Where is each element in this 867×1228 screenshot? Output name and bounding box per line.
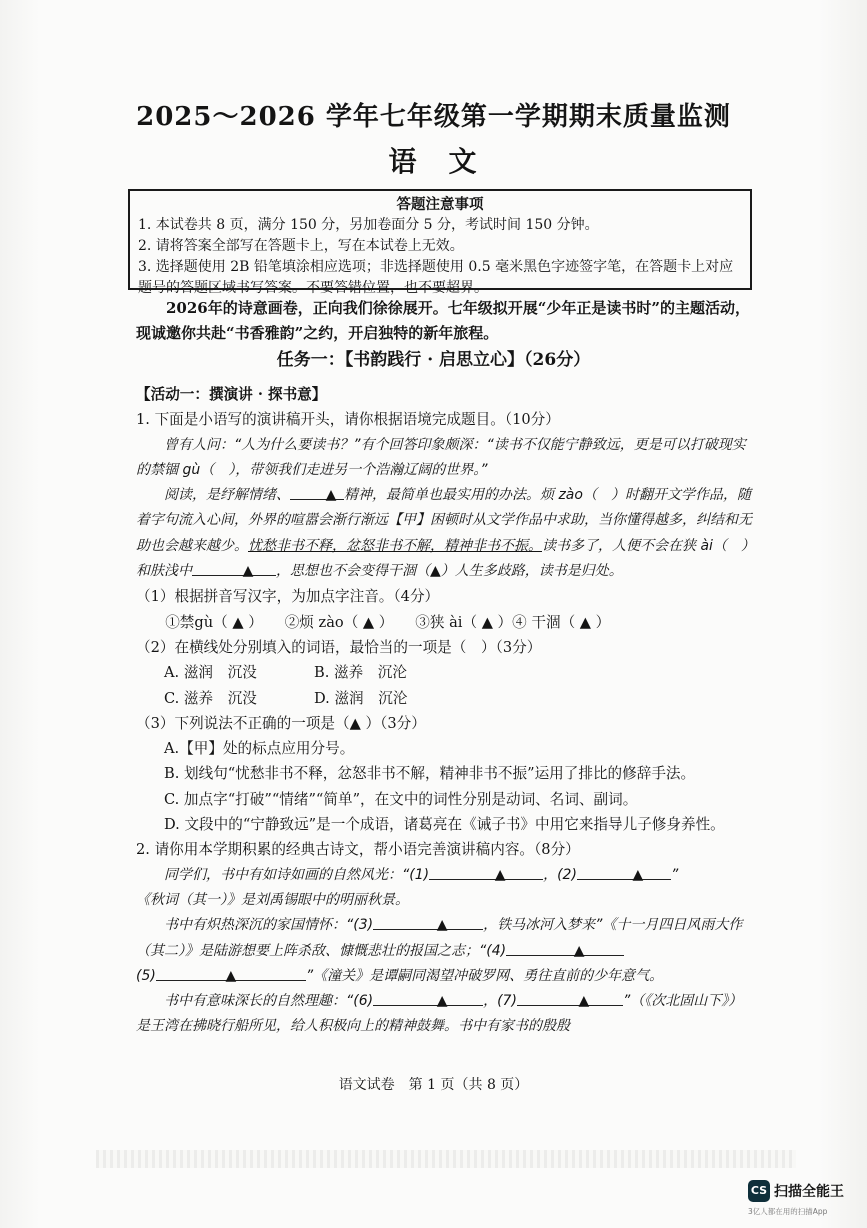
page-footer: 语文试卷 第 1 页（共 8 页） [338,1077,529,1093]
q2-line [136,863,752,888]
q1-sub1: （1）根据拼音写汉字，为加点字注音。（4分） [136,588,440,606]
q2-text: ，(2) [543,866,577,883]
option-b: B. 划线句“忧愁非书不释，忿怒非书不解，精神非书不振”运用了排比的修辞手法。 [164,765,696,783]
q2-text: (5) [136,967,156,984]
q2-text: 同学们，书中有如诗如画的自然风光：“(1) [164,866,430,883]
task-title: 任务一：【书韵践行 · 启思立心】（26分） [276,350,591,370]
notice-item: 2. 请将答案全部写在答题卡上，写在本试卷上无效。 [138,238,464,254]
blank-mark: ▲ [436,917,448,934]
q2-text: ，铁马冰河入梦来”《十一月四日风雨大作（其二）》是陆游想要上阵杀敌、慷慨悲壮的报国之志；“(4) [136,917,743,959]
q1-paragraph-2 [136,483,752,584]
blank-mark: ▲ [242,563,254,580]
q2-text: 书中有意味深长的自然理趣：“(6) [164,993,374,1010]
blank-mark: ▲ [494,866,506,883]
answer-blank [577,863,671,883]
answer-blank [517,989,623,1010]
notice-item: 3. 选择题使用 2B 铅笔填涂相应选项；非选择题使用 0.5 毫米黑色字迹签字笔，在答题卡上对应题号的答题区域书写答案。不要答错位置，也不要超界。 [138,259,734,296]
q1-sub3: （3）下列说法不正确的一项是（▲ ）（3分） [136,714,426,732]
blank-mark: ▲ [225,967,237,984]
answer-blank [290,483,344,504]
scan-noise [96,1150,796,1168]
q1-sub1-options: ①禁gù（ ▲ ） ②烦 zào（ ▲ ） ③狭 ài（ ▲ ）④ 干涸（ ▲ ） [165,613,611,631]
option-c: C. 加点字“打破”“情绪”“简单”，在文中的词性分别是动词、名词、副词。 [164,790,638,808]
answer-blank [373,989,483,1010]
option-d: D. 文段中的“宁静致远”是一个成语，诸葛亮在《诫子书》中用它来指导儿子修身养性。 [164,816,725,834]
blank-mark: ▲ [436,993,448,1010]
camscanner-logo-icon: CS [748,1180,770,1202]
exam-title: 2025～2026 学年七年级第一学期期末质量监测 [136,102,731,132]
q1-sub2: （2）在横线处分别填入的词语，最恰当的一项是（ ）（3分） [136,638,542,656]
q2-text: ”（《次北固山下》）是王湾在拂晓行船所见，给人积极向上的精神鼓舞。书中有家书的殷殷 [136,993,743,1035]
blank-mark: ▲ [632,866,644,883]
watermark-name: 扫描全能王 [774,1184,844,1200]
blank-mark: ▲ [325,487,337,504]
q2-text: ，(7) [483,993,517,1010]
exam-subject: 语 文 [388,145,479,178]
q1-text: 精神，最简单也最实用的办法。烦 zào（ ）时翻开文学作品，随着字句流入心间，外界的喧嚣会渐行渐远【甲】困顿时从文学作品中求助，当你懂得越多，纠结和无助也会越来越少。 [136,487,752,554]
q1-paragraph-1: 曾有人问：“人为什么要读书？”有个回答印象颇深：“读书不仅能宁静致远，更是可以打破现实的禁锢 gù（ ），带领我们走进另一个浩瀚辽阔的世界。” [136,436,746,478]
q1-stem: 1. 下面是小语写的演讲稿开头，请你根据语境完成题目。（10分） [136,411,560,429]
q2-line [136,964,752,989]
blank-mark: ▲ [578,993,590,1010]
option-a: A. 滋润 沉没 [164,664,257,682]
q2-text: 书中有炽热深沉的家国情怀：“(3) [164,917,374,934]
answer-blank [192,559,276,580]
underlined-sentence: 忧愁非书不释，忿怒非书不解，精神非书不振。 [248,537,542,554]
watermark-tagline: 3亿人都在用的扫描App [748,1207,828,1216]
q1-sub2-options-row [136,660,752,685]
answer-blank [429,863,543,883]
q2-stem: 2. 请你用本学期积累的经典古诗文，帮小语完善演讲稿内容。（8分） [136,841,580,859]
option-d: D. 滋润 沉沦 [314,689,408,707]
q2-text: ”《潼关》是谭嗣同渴望冲破罗网、勇往直前的少年意气。 [305,967,664,984]
q2-line: 《秋词（其一）》是刘禹锡眼中的明丽秋景。 [136,891,409,908]
q2-text: ” [670,866,679,883]
answer-blank [373,913,483,934]
q1-text: ，思想也不会变得干涸（▲）人生多歧路，读书是归处。 [276,563,623,580]
option-c: C. 滋养 沉没 [164,689,257,707]
q2-line [136,989,752,1040]
q1-sub2-options-row [136,686,752,711]
q2-line [136,913,752,964]
q1-text: 阅读，是纾解情绪、 [164,487,290,504]
notice-box [128,189,752,296]
activity-title: 【活动一：撰演讲 · 探书意】 [136,386,327,403]
option-b: B. 滋养 沉沦 [314,664,407,682]
answer-blank [156,964,306,984]
answer-blank [506,939,624,959]
scanner-watermark [748,1180,858,1222]
intro-paragraph: 2026年的诗意画卷，正向我们徐徐展开。七年级拟开展“少年正是读书时”的主题活动，现诚邀你共赴“书香雅韵”之约，开启独特的新年旅程。 [136,299,751,342]
q1-text: 读书多了，人便不会在狭 ài（ ）和肤浅中 [136,537,748,580]
notice-item: 1. 本试卷共 8 页，满分 150 分，另加卷面分 5 分，考试时间 150 分钟。 [138,217,599,233]
notice-heading: 答题注意事项 [396,196,484,213]
question-body [136,382,752,1040]
blank-mark: ▲ [573,942,585,959]
option-a: A.【甲】处的标点应用分号。 [164,740,355,758]
